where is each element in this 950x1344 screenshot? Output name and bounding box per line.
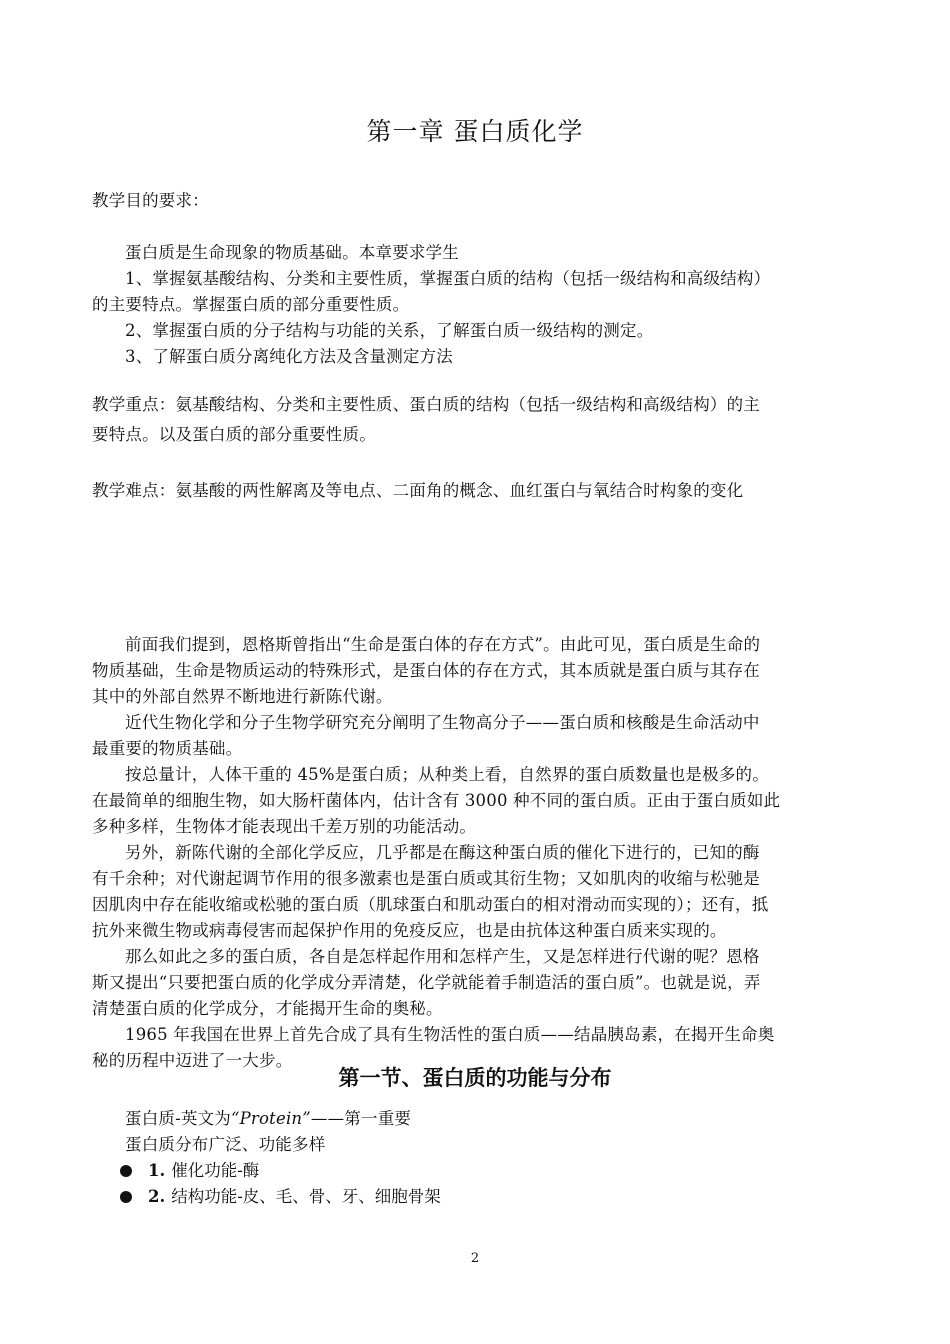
body-line: 最重要的物质基础。 (92, 739, 243, 758)
difficulties-line: 教学难点：氨基酸的两性解离及等电点、二面角的概念、血红蛋白与氧结合时构象的变化 (92, 481, 744, 500)
body-line: 前面我们提到，恩格斯曾指出“生命是蛋白体的存在方式”。由此可见，蛋白质是生命的 (125, 635, 761, 654)
body-line: 其中的外部自然界不断地进行新陈代谢。 (92, 687, 393, 706)
protein-term: “Protein” (230, 1109, 311, 1128)
body-line: 那么如此之多的蛋白质，各自是怎样起作用和怎样产生，又是怎样进行代谢的呢？恩格 (125, 947, 760, 966)
body-line: 因肌肉中存在能收缩或松驰的蛋白质（肌球蛋白和肌动蛋白的相对滑动而实现的）；还有，抵 (92, 895, 769, 914)
body-line: 另外，新陈代谢的全部化学反应，几乎都是在酶这种蛋白质的催化下进行的，已知的酶 (125, 843, 760, 862)
body-line: 清楚蛋白质的化学成分，才能揭开生命的奥秘。 (92, 999, 443, 1018)
objectives-intro: 蛋白质是生命现象的物质基础。本章要求学生 (125, 243, 459, 262)
list-item-text: 结构功能-皮、毛、骨、牙、细胞骨架 (171, 1187, 441, 1206)
body-line: 按总量计，人体干重的 45%是蛋白质；从种类上看，自然界的蛋白质数量也是极多的。 (125, 765, 769, 784)
body-line: 近代生物化学和分子生物学研究充分阐明了生物高分子——蛋白质和核酸是生命活动中 (125, 713, 760, 732)
objective-item-1b: 的主要特点。掌握蛋白质的部分重要性质。 (92, 295, 410, 314)
body-line: 秘的历程中迈进了一大步。 (92, 1051, 293, 1070)
list-item-number: 1. (148, 1161, 166, 1180)
body-line: 有千余种；对代谢起调节作用的很多激素也是蛋白质或其衍生物；又如肌肉的收缩与松驰是 (92, 869, 760, 888)
section-line-1 (125, 1106, 895, 1132)
objectives-heading: 教学目的要求： (92, 191, 209, 210)
body-line: 物质基础，生命是物质运动的特殊形式，是蛋白体的存在方式，其本质就是蛋白质与其存在 (92, 661, 760, 680)
section-line-1-prefix: 蛋白质-英文为 (125, 1109, 231, 1128)
section-line-2: 蛋白质分布广泛、功能多样 (125, 1135, 326, 1154)
body-line: 斯又提出“只要把蛋白质的化学成分弄清楚，化学就能着手制造活的蛋白质”。也就是说，弄 (92, 973, 761, 992)
list-item (120, 1158, 259, 1184)
objective-item-2: 2、掌握蛋白质的分子结构与功能的关系，了解蛋白质一级结构的测定。 (125, 321, 654, 340)
objective-item-3: 3、了解蛋白质分离纯化方法及含量测定方法 (125, 347, 453, 366)
list-item-number: 2. (148, 1187, 166, 1206)
body-line: 抗外来微生物或病毒侵害而起保护作用的免疫反应，也是由抗体这种蛋白质来实现的。 (92, 921, 727, 940)
bullet-icon (120, 1165, 132, 1177)
key-points-line-1: 教学重点：氨基酸结构、分类和主要性质、蛋白质的结构（包括一级结构和高级结构）的主 (92, 395, 760, 414)
section-title: 第一节、蛋白质的功能与分布 (338, 1066, 612, 1090)
key-points-line-2: 要特点。以及蛋白质的部分重要性质。 (92, 425, 376, 444)
list-item (120, 1184, 441, 1210)
body-line: 多种多样，生物体才能表现出千差万别的功能活动。 (92, 817, 477, 836)
body-line: 在最简单的细胞生物，如大肠杆菌体内，估计含有 3000 种不同的蛋白质。正由于蛋白质如此 (92, 791, 781, 810)
objective-item-1a: 1、掌握氨基酸结构、分类和主要性质，掌握蛋白质的结构（包括一级结构和高级结构） (125, 269, 771, 288)
chapter-title: 第一章 蛋白质化学 (366, 117, 584, 146)
section-line-1-suffix: ——第一重要 (310, 1109, 412, 1128)
body-line: 1965 年我国在世界上首先合成了具有生物活性的蛋白质——结晶胰岛素，在揭开生命奥 (125, 1025, 775, 1044)
list-item-text: 催化功能-酶 (171, 1161, 260, 1180)
page-number: 2 (470, 1251, 480, 1266)
bullet-icon (120, 1191, 132, 1203)
